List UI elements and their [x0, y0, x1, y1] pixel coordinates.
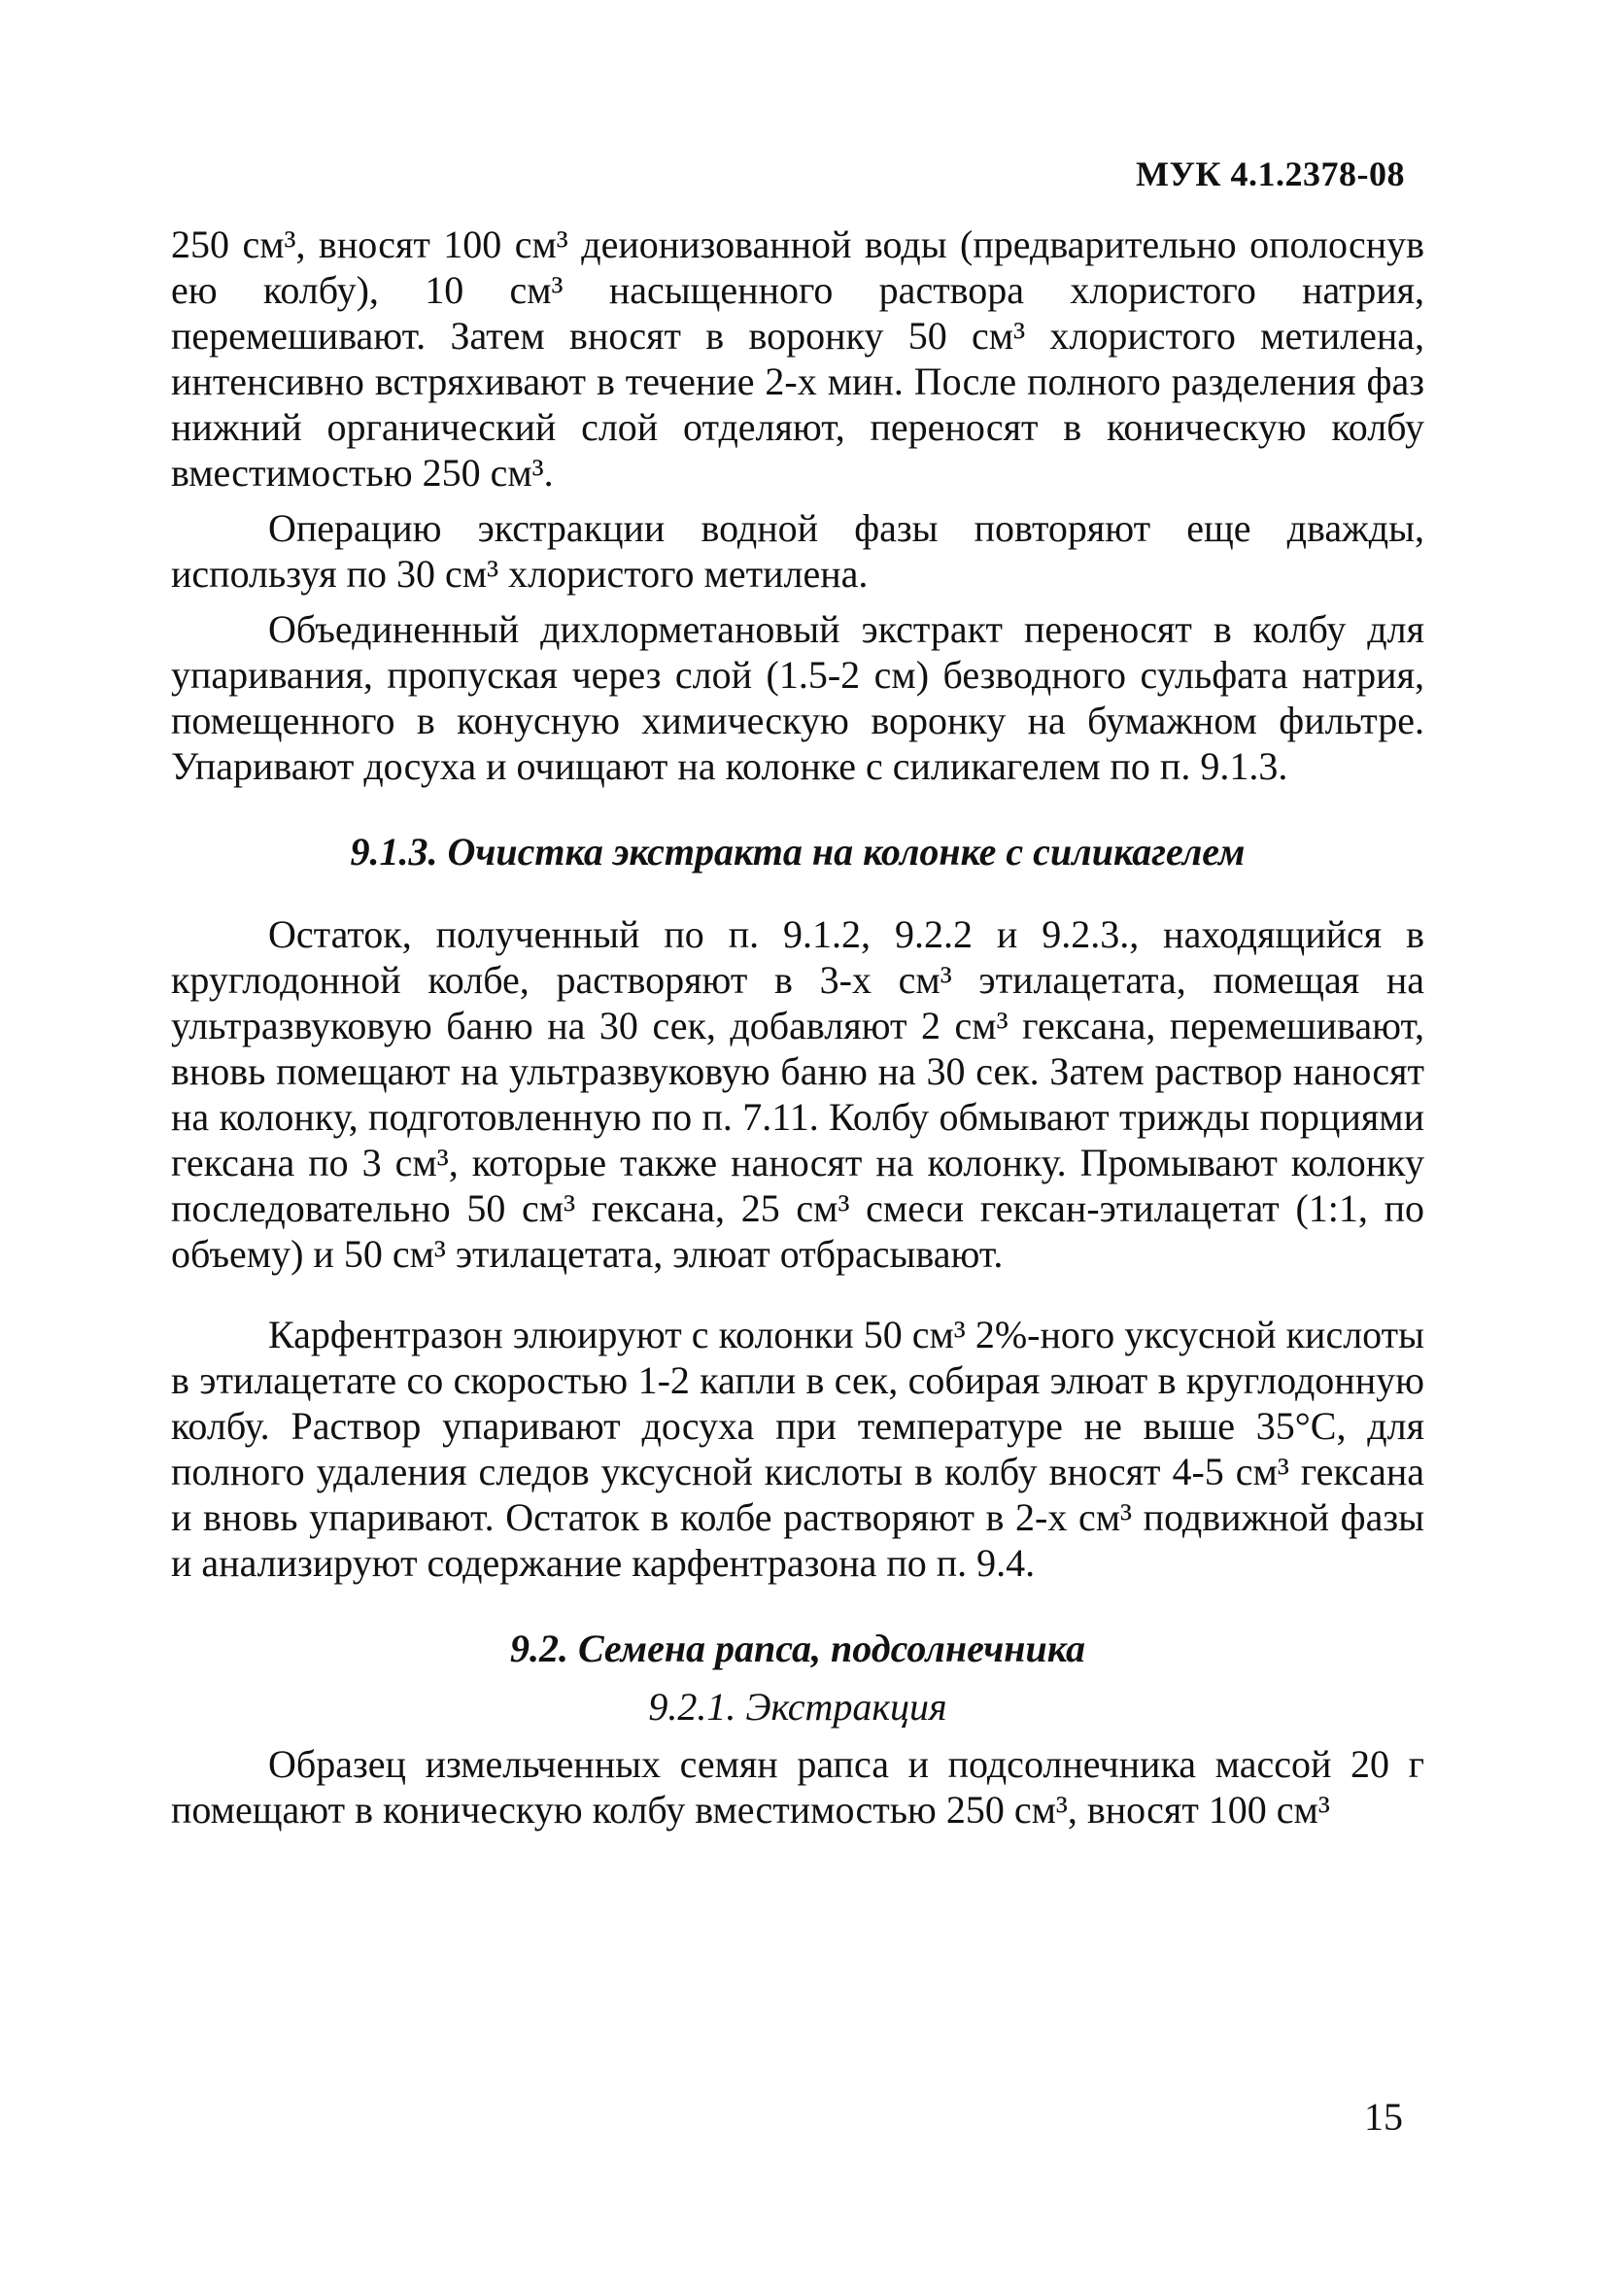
page-number: 15	[1364, 2095, 1403, 2139]
section-heading-9-1-3: 9.1.3. Очистка экстракта на колонке с силикагелем	[350, 830, 1246, 874]
paragraph-repeat-extraction: Операцию экстракции водной фазы повторяют еще дважды, используя по 30 см³ хлористого метилена.	[171, 506, 1424, 596]
paragraph-column-cleanup: Остаток, полученный по п. 9.1.2, 9.2.2 и 9.2.3., находящийся в круглодонной колбе, растворяют в 3-х см³ этилацетата, помещая на ультразвуковую баню на 30 сек, добавляют 2 см³ гексана, перемешивают, вновь помещают на ультразвуковую баню на 30 сек. Затем раствор наносят на колонку, подготовленную по п. 7.11. Колбу обмывают трижды порциями гексана по 3 см³, которые также наносят на колонку. Промывают колонку последовательно 50 см³ гексана, 25 см³ смеси гексан-этилацетат (1:1, по объему) и 50 см³ этилацетата, элюат отбрасывают.	[171, 912, 1424, 1276]
body-text	[171, 222, 1424, 1833]
document-code: МУК 4.1.2378-08	[1136, 154, 1405, 193]
paragraph-combined-extract: Объединенный дихлорметановый экстракт переносят в колбу для упаривания, пропуская через слой (1.5-2 см) безводного сульфата натрия, помещенного в конусную химическую воронку на бумажном фильтре. Упаривают досуха и очищают на колонке с силикагелем по п. 9.1.3.	[171, 607, 1424, 788]
paragraph-seed-extraction: Образец измельченных семян рапса и подсолнечника массой 20 г помещают в коническую колбу вместимостью 250 см³, вносят 100 см³	[171, 1742, 1424, 1832]
paragraph-extraction-continued: 250 см³, вносят 100 см³ деионизованной воды (предварительно ополоснув ею колбу), 10 см³ насыщенного раствора хлористого натрия, перемешивают. Затем вносят в воронку 50 см³ хлористого метилена, интенсивно встряхивают в течение 2-х мин. После полного разделения фаз нижний органический слой отделяют, переносят в коническую колбу вместимостью 250 см³.	[171, 223, 1424, 495]
section-subheading-9-2-1: 9.2.1. Экстракция	[648, 1685, 947, 1729]
section-heading-9-2: 9.2. Семена рапса, подсолнечника	[509, 1627, 1086, 1670]
paragraph-elution: Карфентразон элюируют с колонки 50 см³ 2%-ного уксусной кислоты в этилацетате со скоростью 1-2 капли в сек, собирая элюат в круглодонную колбу. Раствор упаривают досуха при температуре не выше 35°С, для полного удаления следов уксусной кислоты в колбу вносят 4-5 см³ гексана и вновь упаривают. Остаток в колбе растворяют в 2-х см³ подвижной фазы и анализируют содержание карфентразона по п. 9.4.	[171, 1313, 1424, 1585]
